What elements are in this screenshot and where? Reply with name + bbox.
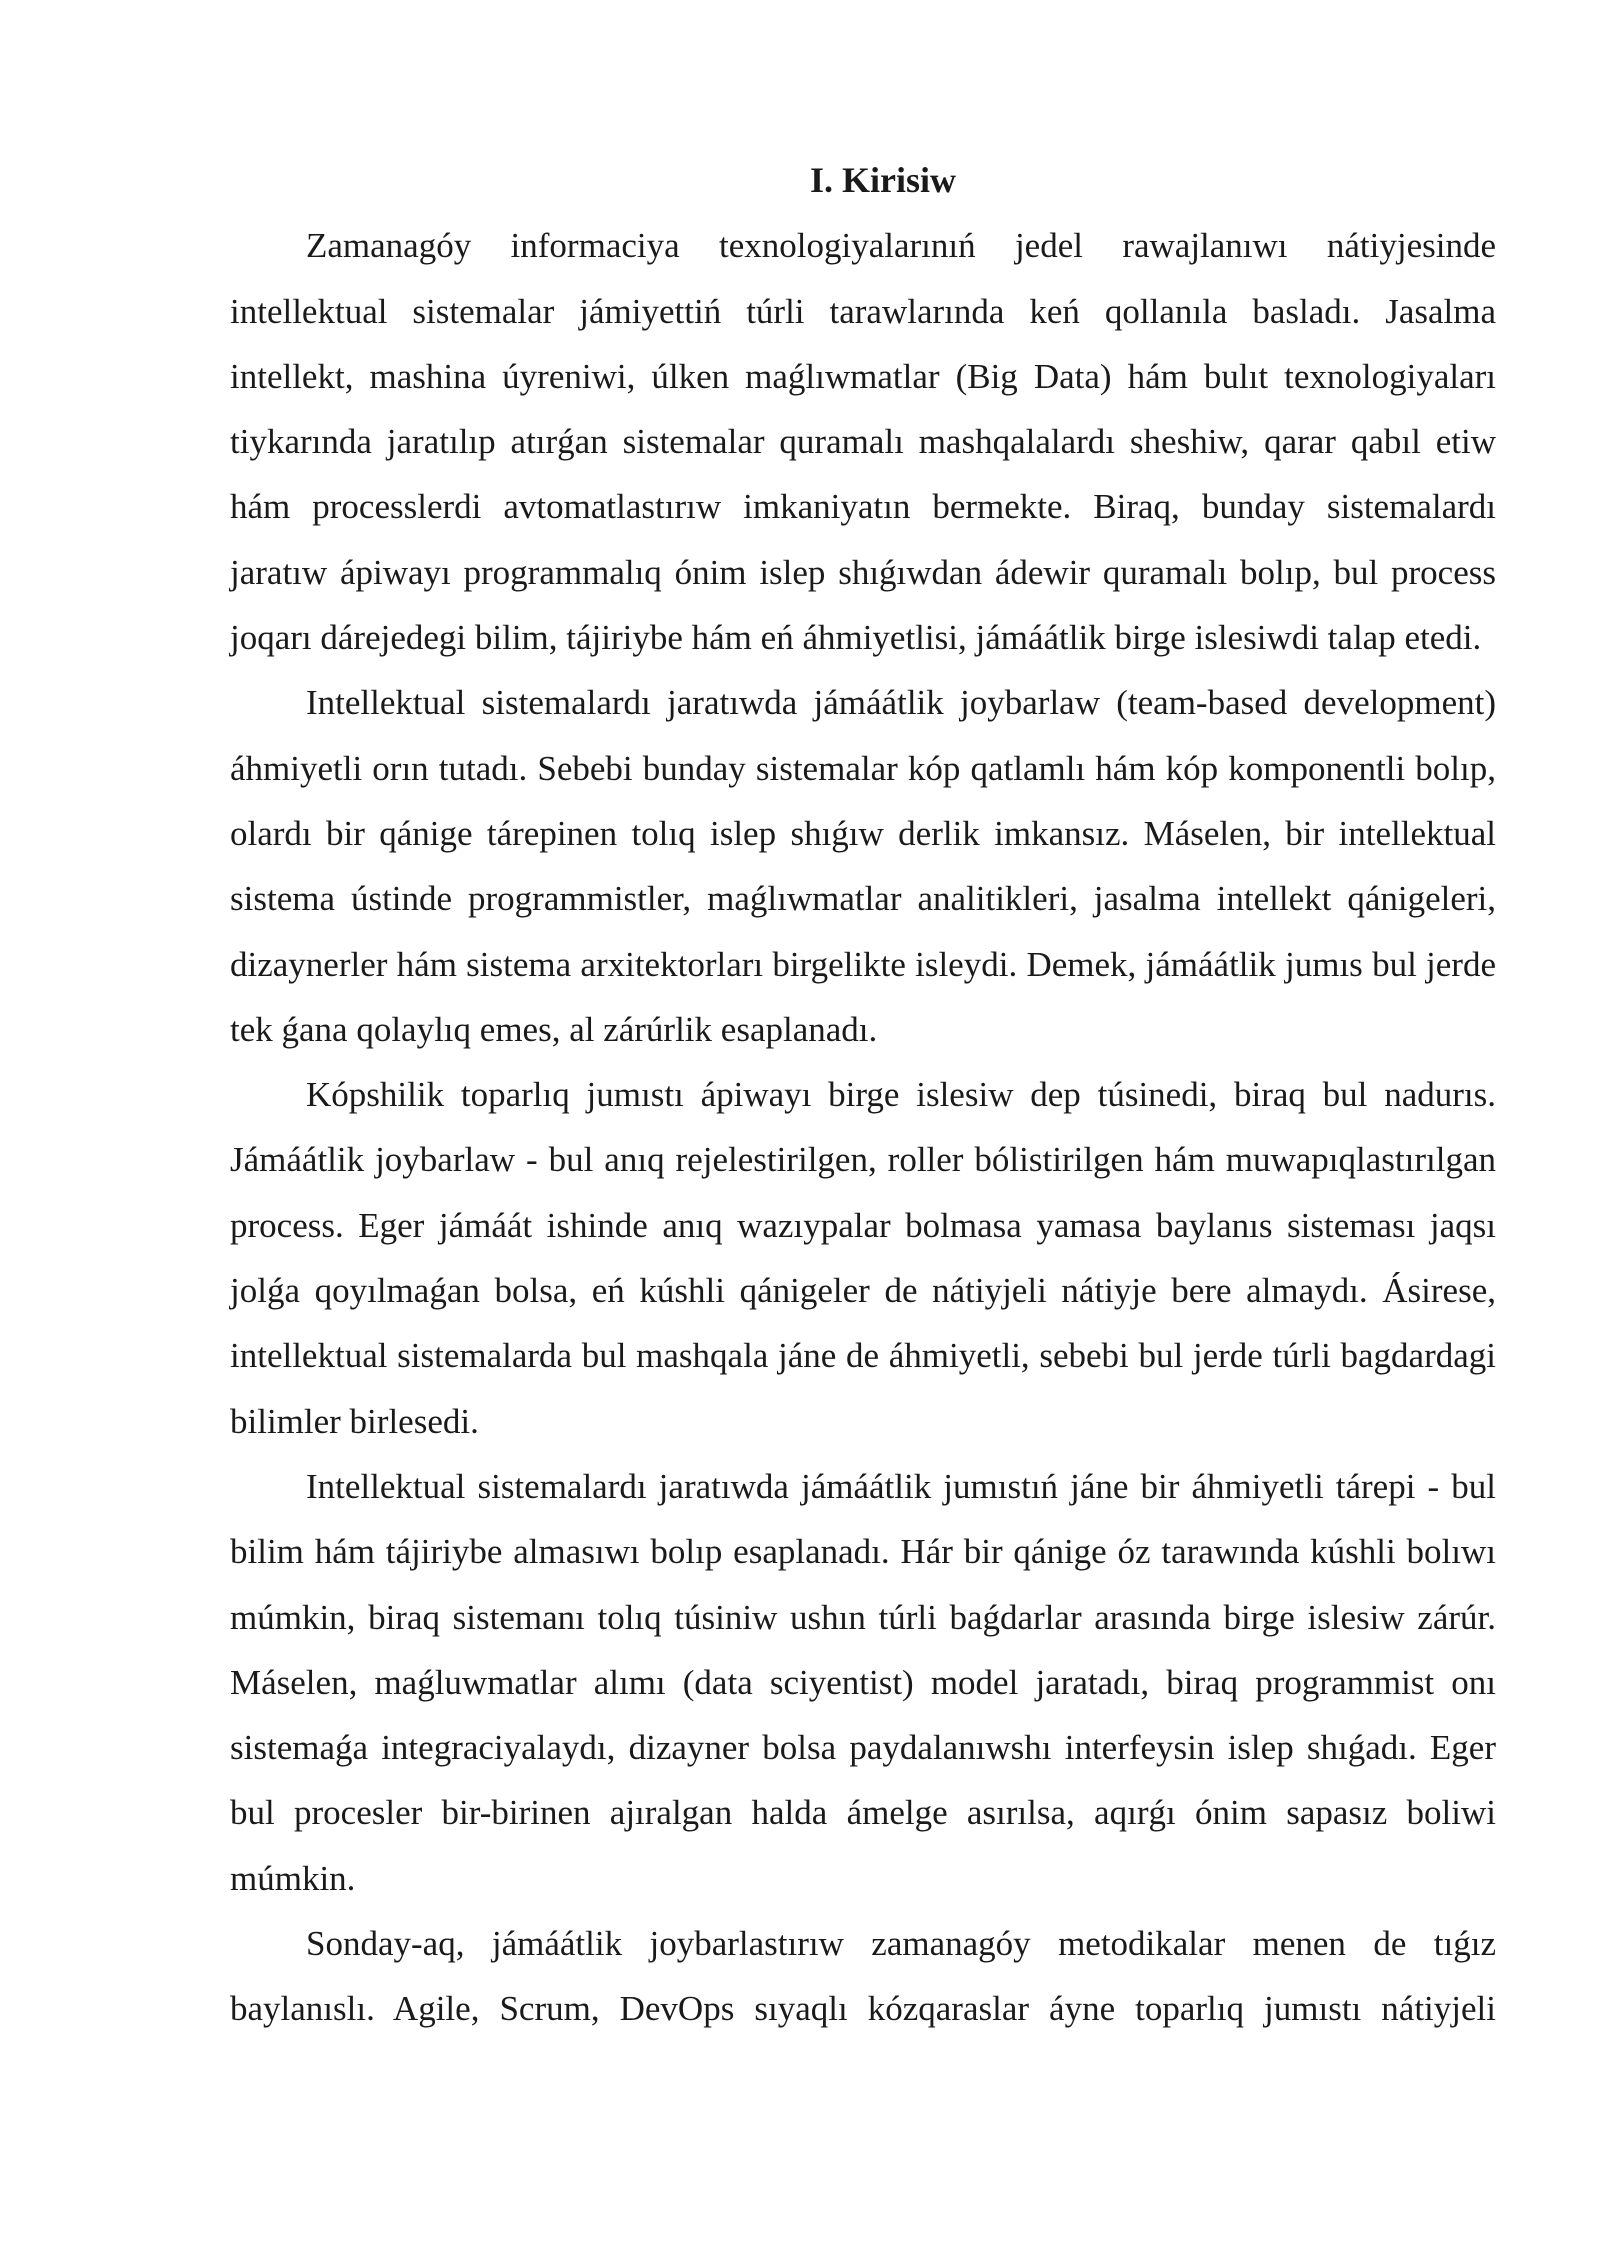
paragraph-2: Intellektual sistemalardı jaratıwda jámáátlik joybarlaw (team-based development) áhmiyetli orın tutadı. Sebebi bunday sistemalar kóp qatlamlı hám kóp komponentli bolıp, olardı bir qánige tárepinen tolıq islep shıǵıw derlik imkansız. Máselen, bir intellektual sistema ústinde programmistler, maǵlıwmatlar analitikleri, jasalma intellekt qánigeleri, dizaynerler hám sistema arxitektorları birgelikte isleydi. Demek, jámáátlik jumıs bul jerde tek ǵana qolaylıq emes, al zárúrlik esaplanadı. [230,683,1496,1049]
paragraph-4: Intellektual sistemalardı jaratıwda jámáátlik jumıstıń jáne bir áhmiyetli tárepi - bul bilim hám tájiriybe almasıwı bolıp esaplanadı. Hár bir qánige óz tarawında kúshli bolıwı múmkin, biraq sistemanı tolıq túsiniw ushın túrli baǵdarlar arasında birge islesiw zárúr. Máselen, maǵluwmatlar alımı (data sciyentist) model jaratadı, biraq programmist onı sistemaǵa integraciyalaydı, dizayner bolsa paydalanıwshı interfeysin islep shıǵadı. Eger bul procesler bir-birinen ajıralgan halda ámelge asırılsa, aqırǵı ónim sapasız boliwi múmkin. [230,1466,1496,1898]
section-heading: I. Kirisiw [809,160,956,200]
paragraph-5: Sonday-aq, jámáátlik joybarlastırıw zamanagóy metodikalar menen de tıǵız baylanıslı. Agile, Scrum, DevOps sıyaqlı kózqaraslar áyne toparlıq jumıstı nátiyjeli [230,1924,1496,2029]
paragraph-3: Kópshilik toparlıq jumıstı ápiwayı birge islesiw dep túsinedi, biraq bul nadurıs. Jámáátlik joybarlaw - bul anıq rejelestirilgen, roller bólistirilgen hám muwapıqlastırılgan process. Eger jámáát ishinde anıq wazıypalar bolmasa yamasa baylanıs sisteması jaqsı jolǵa qoyılmaǵan bolsa, eń kúshli qánigeler de nátiyjeli nátiyje bere almaydı. Ásirese, intellektual sistemalarda bul mashqala jáne de áhmiyetli, sebebi bul jerde túrli bagdardagi bilimler birlesedi. [230,1075,1496,1441]
document-body [230,148,1496,2042]
paragraph-1: Zamanagóy informaciya texnologiyalarınıń jedel rawajlanıwı nátiyjesinde intellektual sistemalar jámiyettiń túrli tarawlarında keń qollanıla basladı. Jasalma intellekt, mashina úyreniwi, úlken maǵlıwmatlar (Big Data) hám bulıt texnologiyaları tiykarında jaratılıp atırǵan sistemalar quramalı mashqalalardı sheshiw, qarar qabıl etiw hám processlerdi avtomatlastırıw imkaniyatın bermekte. Biraq, bunday sistemalardı jaratıw ápiwayı programmalıq ónim islep shıǵıwdan ádewir quramalı bolıp, bul process joqarı dárejedegi bilim, tájiriybe hám eń áhmiyetlisi, jámáátlik birge islesiwdi talap etedi. [230,226,1496,658]
